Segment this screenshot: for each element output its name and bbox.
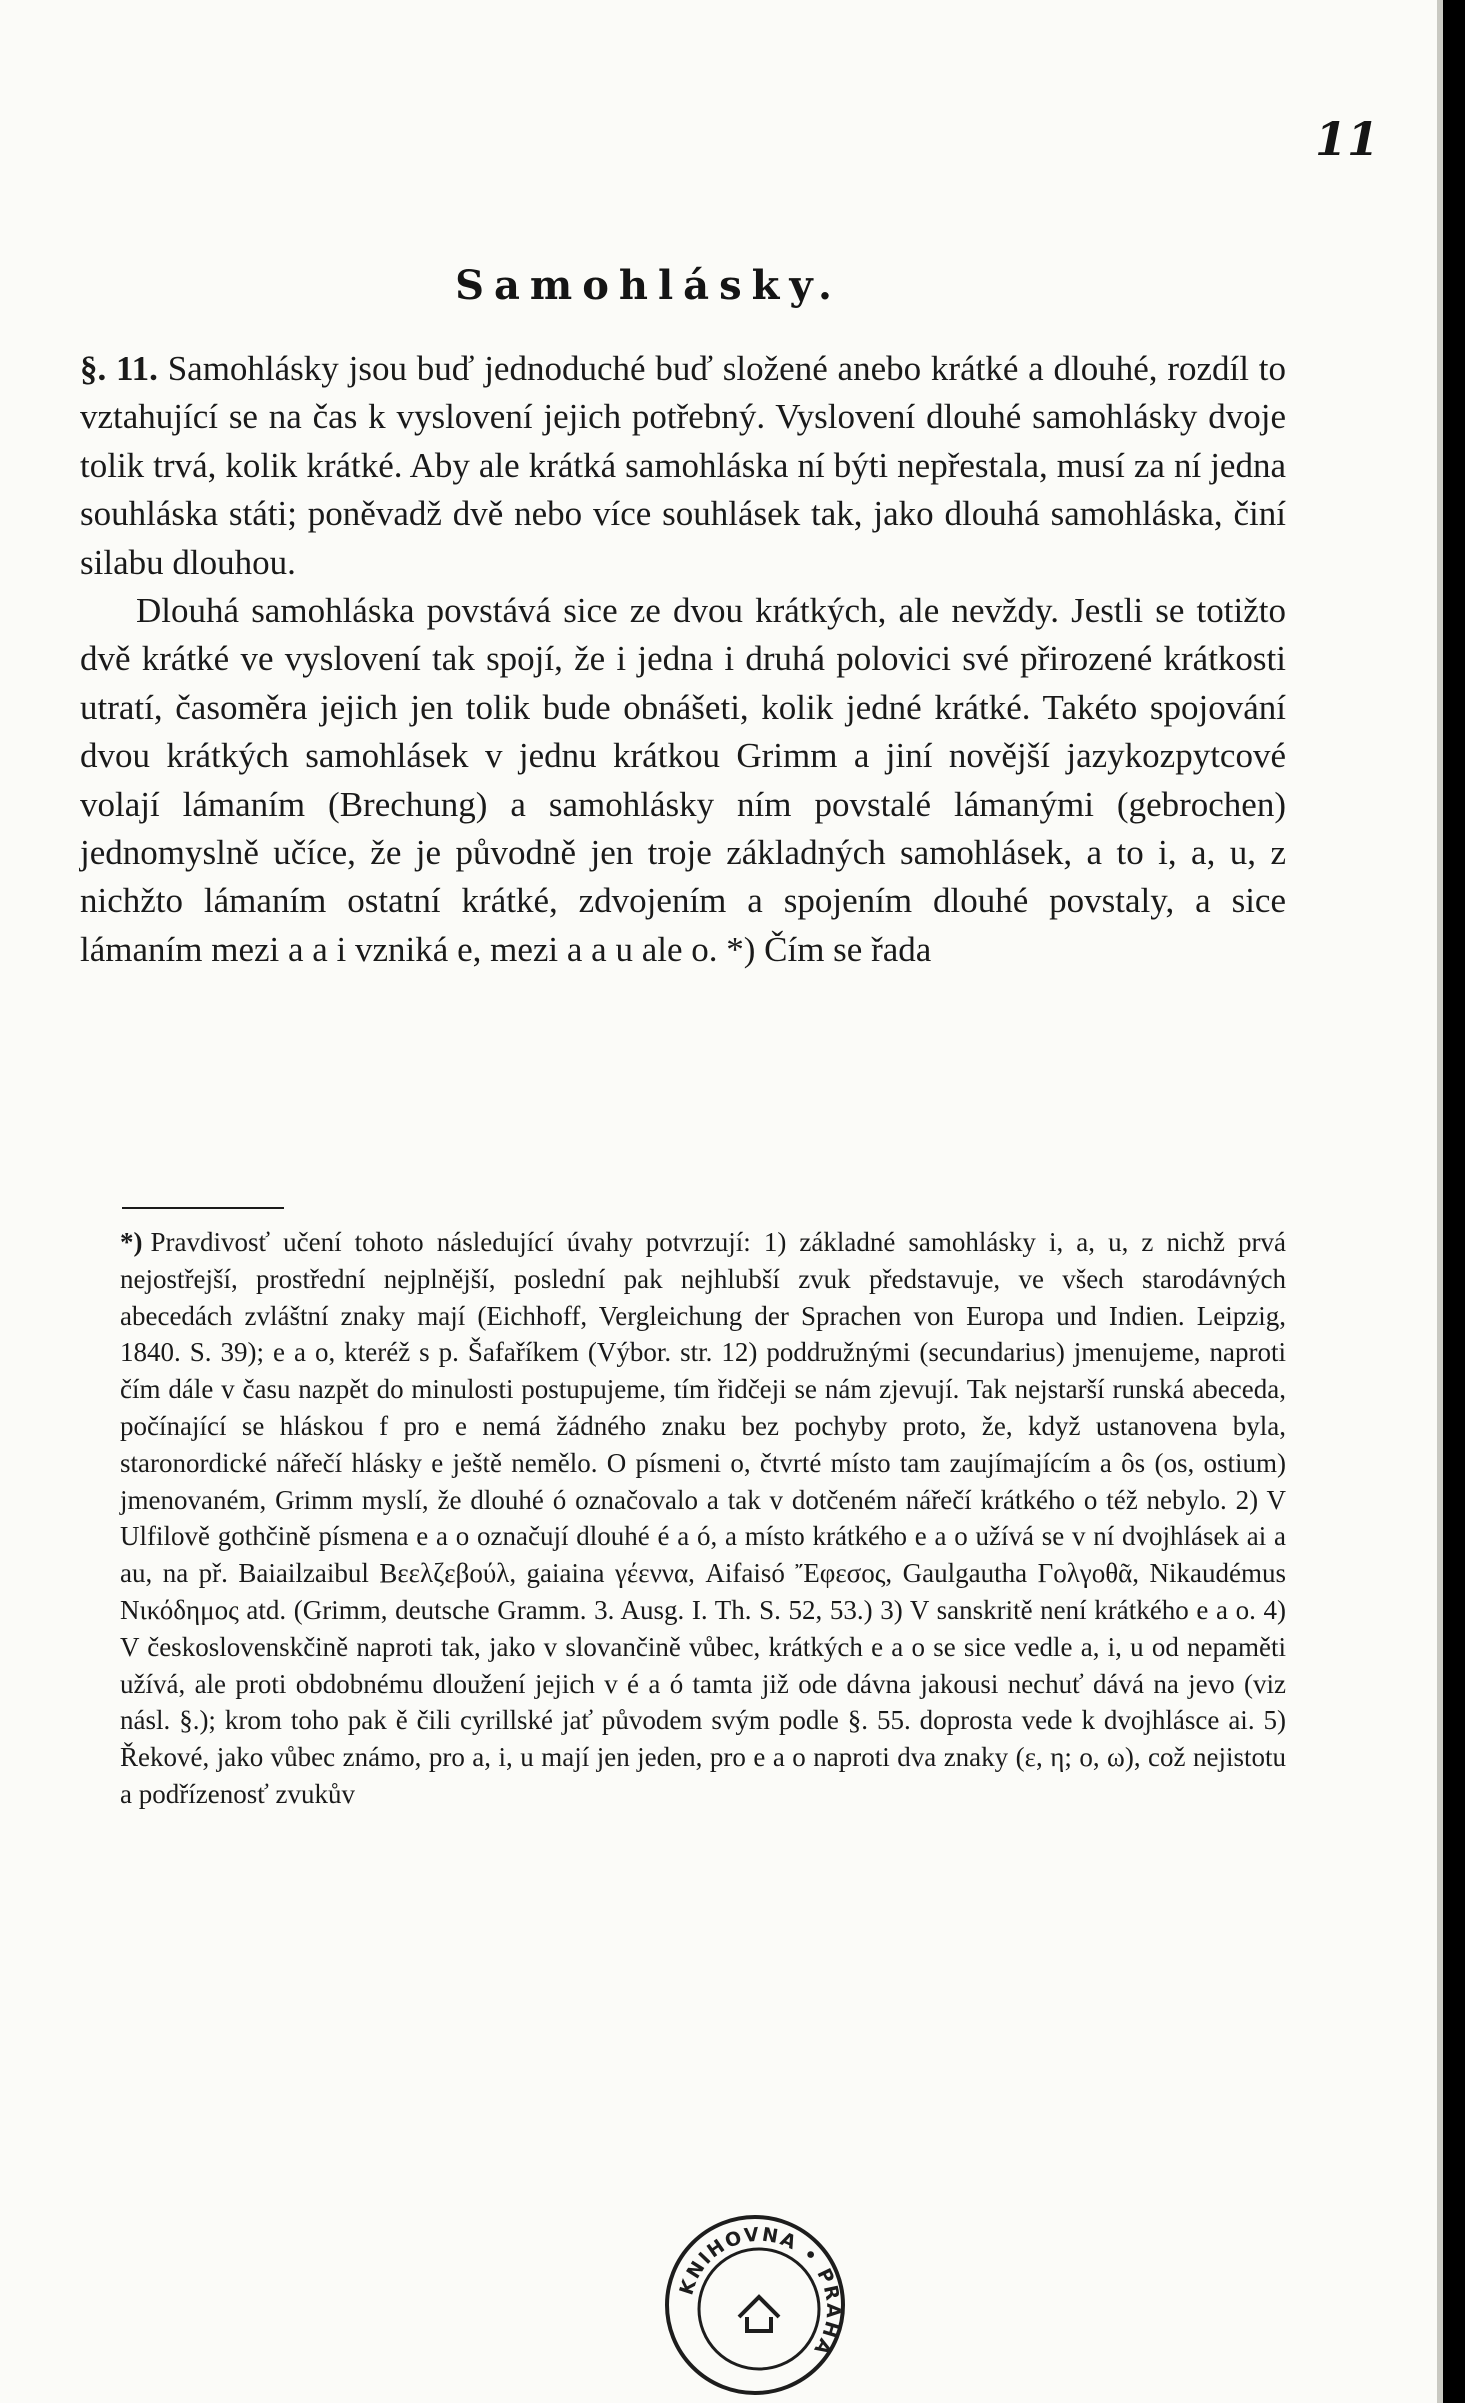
- page-number: 11: [1314, 112, 1379, 166]
- stamp-seal: [669, 2219, 849, 2399]
- footnote: [120, 1224, 1286, 1813]
- footnote-text: Pravdivosť učení tohoto následující úvahy potvrzují: 1) základné samohlásky i, a, u, z nichž prvá nejostřejší, prostřední nejplnější, poslední pak nejhlubší zvuk představuje, ve všech starodávných abecedách zvláštní znaky mají (Eichhoff, Vergleichung der Sprachen von Europa und Indien. Leipzig, 1840. S. 39); e a o, kteréž s p. Šafaříkem (Výbor. str. 12) poddružnými (secundarius) jmenujeme, naproti čím dále v času nazpět do minulosti postupujeme, tím řidčeji se nám zjevují. Tak nejstarší runská abeceda, počínající se hláskou f pro e nemá žádného znaku bez pochyby proto, že, když ustanovena byla, staronordické nářečí hlásky e ještě nemělo. O písmeni o, čtvrté místo tam zaujímajícím a ôs (os, ostium) jmenovaném, Grimm myslí, že dlouhé ó označovalo a tak v dotčeném nářečí krátkého o též nebylo. 2) V Ulfilově gothčině písmena e a o označují dlouhé é a ó, a místo krátkého e a o užívá se v ní dvojhlásek ai a au, na př. Baiailzaibul Βεελζεβούλ, gaiaina γέεννα, Aifaisó Ἔφεσος, Gaulgautha Γολγοθᾶ, Nikaudémus Νικόδημος atd. (Grimm, deutsche Gramm. 3. Ausg. I. Th. S. 52, 53.) 3) V sanskritě není krátkého e a o. 4) V československčině naproti tak, jako v slovančině vůbec, krátkých e a o se sice vedle a, i, u od nepaměti užívá, ale proti obdobnému dloužení jejich v é a ó tamta již ode dávna jakousi nechuť dává na jevo (viz násl. §.); krom toho pak ě čili cyrillské jať původem svým podle §. 55. doprosta vede k dvojhlásce ai. 5) Řekové, jako vůbec známo, pro a, i, u mají jen jeden, pro e a o naproti dva znaky (ε, η; ο, ω), což nejistotu a podřízenosť zvukův: [120, 1227, 1286, 1809]
- paragraph-text: Samohlásky jsou buď jednoduché buď složené anebo krátké a dlouhé, rozdíl to vztahující se na čas k vyslovení jejich potřebný. Vyslovení dlouhé samohlásky dvoje tolik trvá, kolik krátké. Aby ale krátká samohláska ní býti nepřestala, musí za ní jedna souhláska státi; poněvadž dvě nebo více souhlásek tak, jako dlouhá samohláska, činí silabu dlouhou.: [80, 349, 1287, 582]
- section-heading: Samohlásky.: [455, 262, 842, 309]
- paragraph: [80, 345, 1286, 587]
- footnote-marker: *): [120, 1227, 143, 1257]
- paragraph: [80, 587, 1286, 974]
- main-text: [80, 345, 1286, 974]
- library-stamp: [665, 2215, 845, 2395]
- paragraph-text: Dlouhá samohláska povstává sice ze dvou krátkých, ale nevždy. Jestli se totižto dvě krátké ve vyslovení tak spojí, že i jedna i druhá polovici své přirozené krátkosti utratí, časoměra jejich jen tolik bude obnášeti, kolik jedné krátké. Takéto spojování dvou krátkých samohlásek v jednu krátkou Grimm a jiní novější jazykozpytcové volají lámaním (Brechung) a samohlásky ním povstalé lámanými (gebrochen) jednomyslně učíce, že je původně jen troje základných samohlásek, a to i, a, u, z nichžto lámaním ostatní krátké, zdvojením a spojením dlouhé povstaly, a sice lámaním mezi a a i vzniká e, mezi a a u ale o. *) Čím se řada: [80, 591, 1286, 969]
- section-number: §. 11.: [80, 349, 158, 388]
- stamp-text: KNIHOVNA • PRAHA: [675, 2223, 845, 2361]
- footnote-rule: [122, 1207, 284, 1209]
